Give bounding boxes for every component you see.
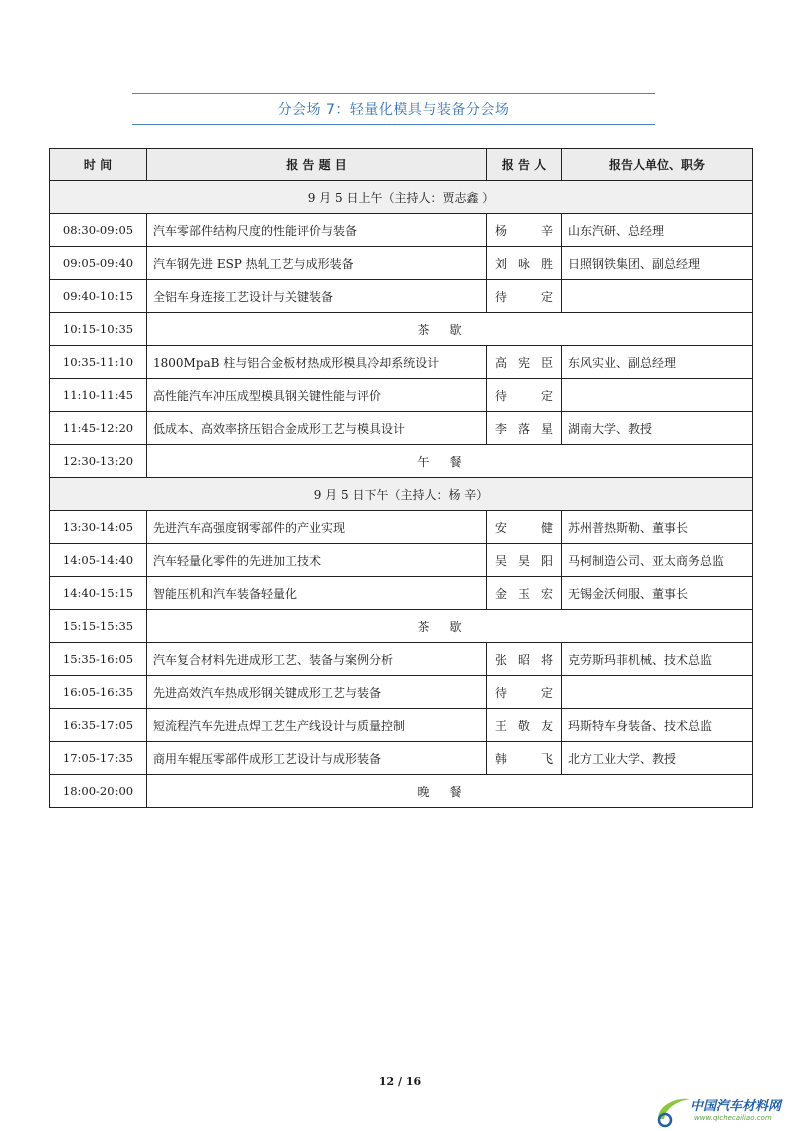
section-header-row: [50, 181, 753, 214]
logo-swoosh-icon: [652, 1093, 692, 1129]
org-cell: [562, 379, 753, 412]
org-cell: [562, 280, 753, 313]
speaker-cell: 刘咏胜: [487, 247, 562, 280]
talk-row: [50, 511, 753, 544]
schedule-body: [50, 181, 753, 808]
talk-row: [50, 214, 753, 247]
topic-cell: 低成本、高效率挤压铝合金成形工艺与模具设计: [147, 412, 487, 445]
break-row: [50, 313, 753, 346]
topic-cell: 汽车钢先进 ESP 热轧工艺与成形装备: [147, 247, 487, 280]
time-cell: 11:10-11:45: [50, 379, 147, 412]
talk-row: [50, 346, 753, 379]
section-header: 9 月 5 日下午（主持人：杨 辛）: [50, 478, 753, 511]
speaker-cell: 吴昊阳: [487, 544, 562, 577]
time-cell: 15:35-16:05: [50, 643, 147, 676]
talk-row: [50, 412, 753, 445]
org-cell: [562, 676, 753, 709]
logo-name: 中国汽车材料网: [690, 1099, 782, 1114]
section-header: 9 月 5 日上午（主持人：贾志鑫 ）: [50, 181, 753, 214]
speaker-cell: 待定: [487, 676, 562, 709]
header-time: 时 间: [50, 149, 147, 181]
talk-row: [50, 742, 753, 775]
topic-cell: 全铝车身连接工艺设计与关键装备: [147, 280, 487, 313]
break-label: 茶歇: [147, 313, 753, 346]
talk-row: [50, 577, 753, 610]
page-number: 12 / 16: [378, 1075, 422, 1088]
header-org: 报告人单位、职务: [562, 149, 753, 181]
topic-cell: 先进汽车高强度钢零部件的产业实现: [147, 511, 487, 544]
section-header-row: [50, 478, 753, 511]
time-cell: 08:30-09:05: [50, 214, 147, 247]
org-cell: 日照钢铁集团、副总经理: [562, 247, 753, 280]
org-cell: 玛斯特车身装备、技术总监: [562, 709, 753, 742]
talk-row: [50, 379, 753, 412]
time-cell: 17:05-17:35: [50, 742, 147, 775]
speaker-cell: 高宪臣: [487, 346, 562, 379]
session-title: 分会场 7：轻量化模具与装备分会场: [277, 102, 510, 118]
time-cell: 12:30-13:20: [50, 445, 147, 478]
time-cell: 14:40-15:15: [50, 577, 147, 610]
break-label: 晚餐: [147, 775, 753, 808]
talk-row: [50, 544, 753, 577]
time-cell: 09:05-09:40: [50, 247, 147, 280]
speaker-cell: 王敬友: [487, 709, 562, 742]
speaker-cell: 李落星: [487, 412, 562, 445]
break-label: 茶歇: [147, 610, 753, 643]
time-cell: 11:45-12:20: [50, 412, 147, 445]
schedule-table: [49, 148, 753, 808]
time-cell: 16:05-16:35: [50, 676, 147, 709]
speaker-cell: 待定: [487, 280, 562, 313]
org-cell: 无锡金沃伺服、董事长: [562, 577, 753, 610]
session-title-bar: [132, 93, 655, 125]
topic-cell: 汽车复合材料先进成形工艺、装备与案例分析: [147, 643, 487, 676]
topic-cell: 短流程汽车先进点焊工艺生产线设计与质量控制: [147, 709, 487, 742]
header-speaker: 报 告 人: [487, 149, 562, 181]
table-header-row: [50, 149, 753, 181]
org-cell: 马柯制造公司、亚太商务总监: [562, 544, 753, 577]
speaker-cell: 韩飞: [487, 742, 562, 775]
speaker-cell: 杨辛: [487, 214, 562, 247]
topic-cell: 汽车零部件结构尺度的性能评价与装备: [147, 214, 487, 247]
site-logo: [652, 1093, 792, 1129]
topic-cell: 智能压机和汽车装备轻量化: [147, 577, 487, 610]
time-cell: 14:05-14:40: [50, 544, 147, 577]
talk-row: [50, 280, 753, 313]
speaker-cell: 安健: [487, 511, 562, 544]
break-row: [50, 775, 753, 808]
header-topic: 报 告 题 目: [147, 149, 487, 181]
time-cell: 16:35-17:05: [50, 709, 147, 742]
break-row: [50, 610, 753, 643]
org-cell: 湖南大学、教授: [562, 412, 753, 445]
org-cell: 克劳斯玛菲机械、技术总监: [562, 643, 753, 676]
org-cell: 苏州普热斯勒、董事长: [562, 511, 753, 544]
time-cell: 09:40-10:15: [50, 280, 147, 313]
talk-row: [50, 676, 753, 709]
speaker-cell: 待定: [487, 379, 562, 412]
topic-cell: 1800MpaB 柱与铝合金板材热成形模具冷却系统设计: [147, 346, 487, 379]
topic-cell: 高性能汽车冲压成型模具钢关键性能与评价: [147, 379, 487, 412]
talk-row: [50, 643, 753, 676]
time-cell: 10:35-11:10: [50, 346, 147, 379]
time-cell: 15:15-15:35: [50, 610, 147, 643]
talk-row: [50, 709, 753, 742]
logo-url: www.qichecailiao.com: [694, 1114, 772, 1122]
org-cell: 山东汽研、总经理: [562, 214, 753, 247]
time-cell: 10:15-10:35: [50, 313, 147, 346]
topic-cell: 商用车辊压零部件成形工艺设计与成形装备: [147, 742, 487, 775]
break-label: 午餐: [147, 445, 753, 478]
talk-row: [50, 247, 753, 280]
speaker-cell: 金玉宏: [487, 577, 562, 610]
topic-cell: 先进高效汽车热成形钢关键成形工艺与装备: [147, 676, 487, 709]
org-cell: 北方工业大学、教授: [562, 742, 753, 775]
topic-cell: 汽车轻量化零件的先进加工技术: [147, 544, 487, 577]
break-row: [50, 445, 753, 478]
org-cell: 东风实业、副总经理: [562, 346, 753, 379]
time-cell: 18:00-20:00: [50, 775, 147, 808]
time-cell: 13:30-14:05: [50, 511, 147, 544]
speaker-cell: 张昭将: [487, 643, 562, 676]
